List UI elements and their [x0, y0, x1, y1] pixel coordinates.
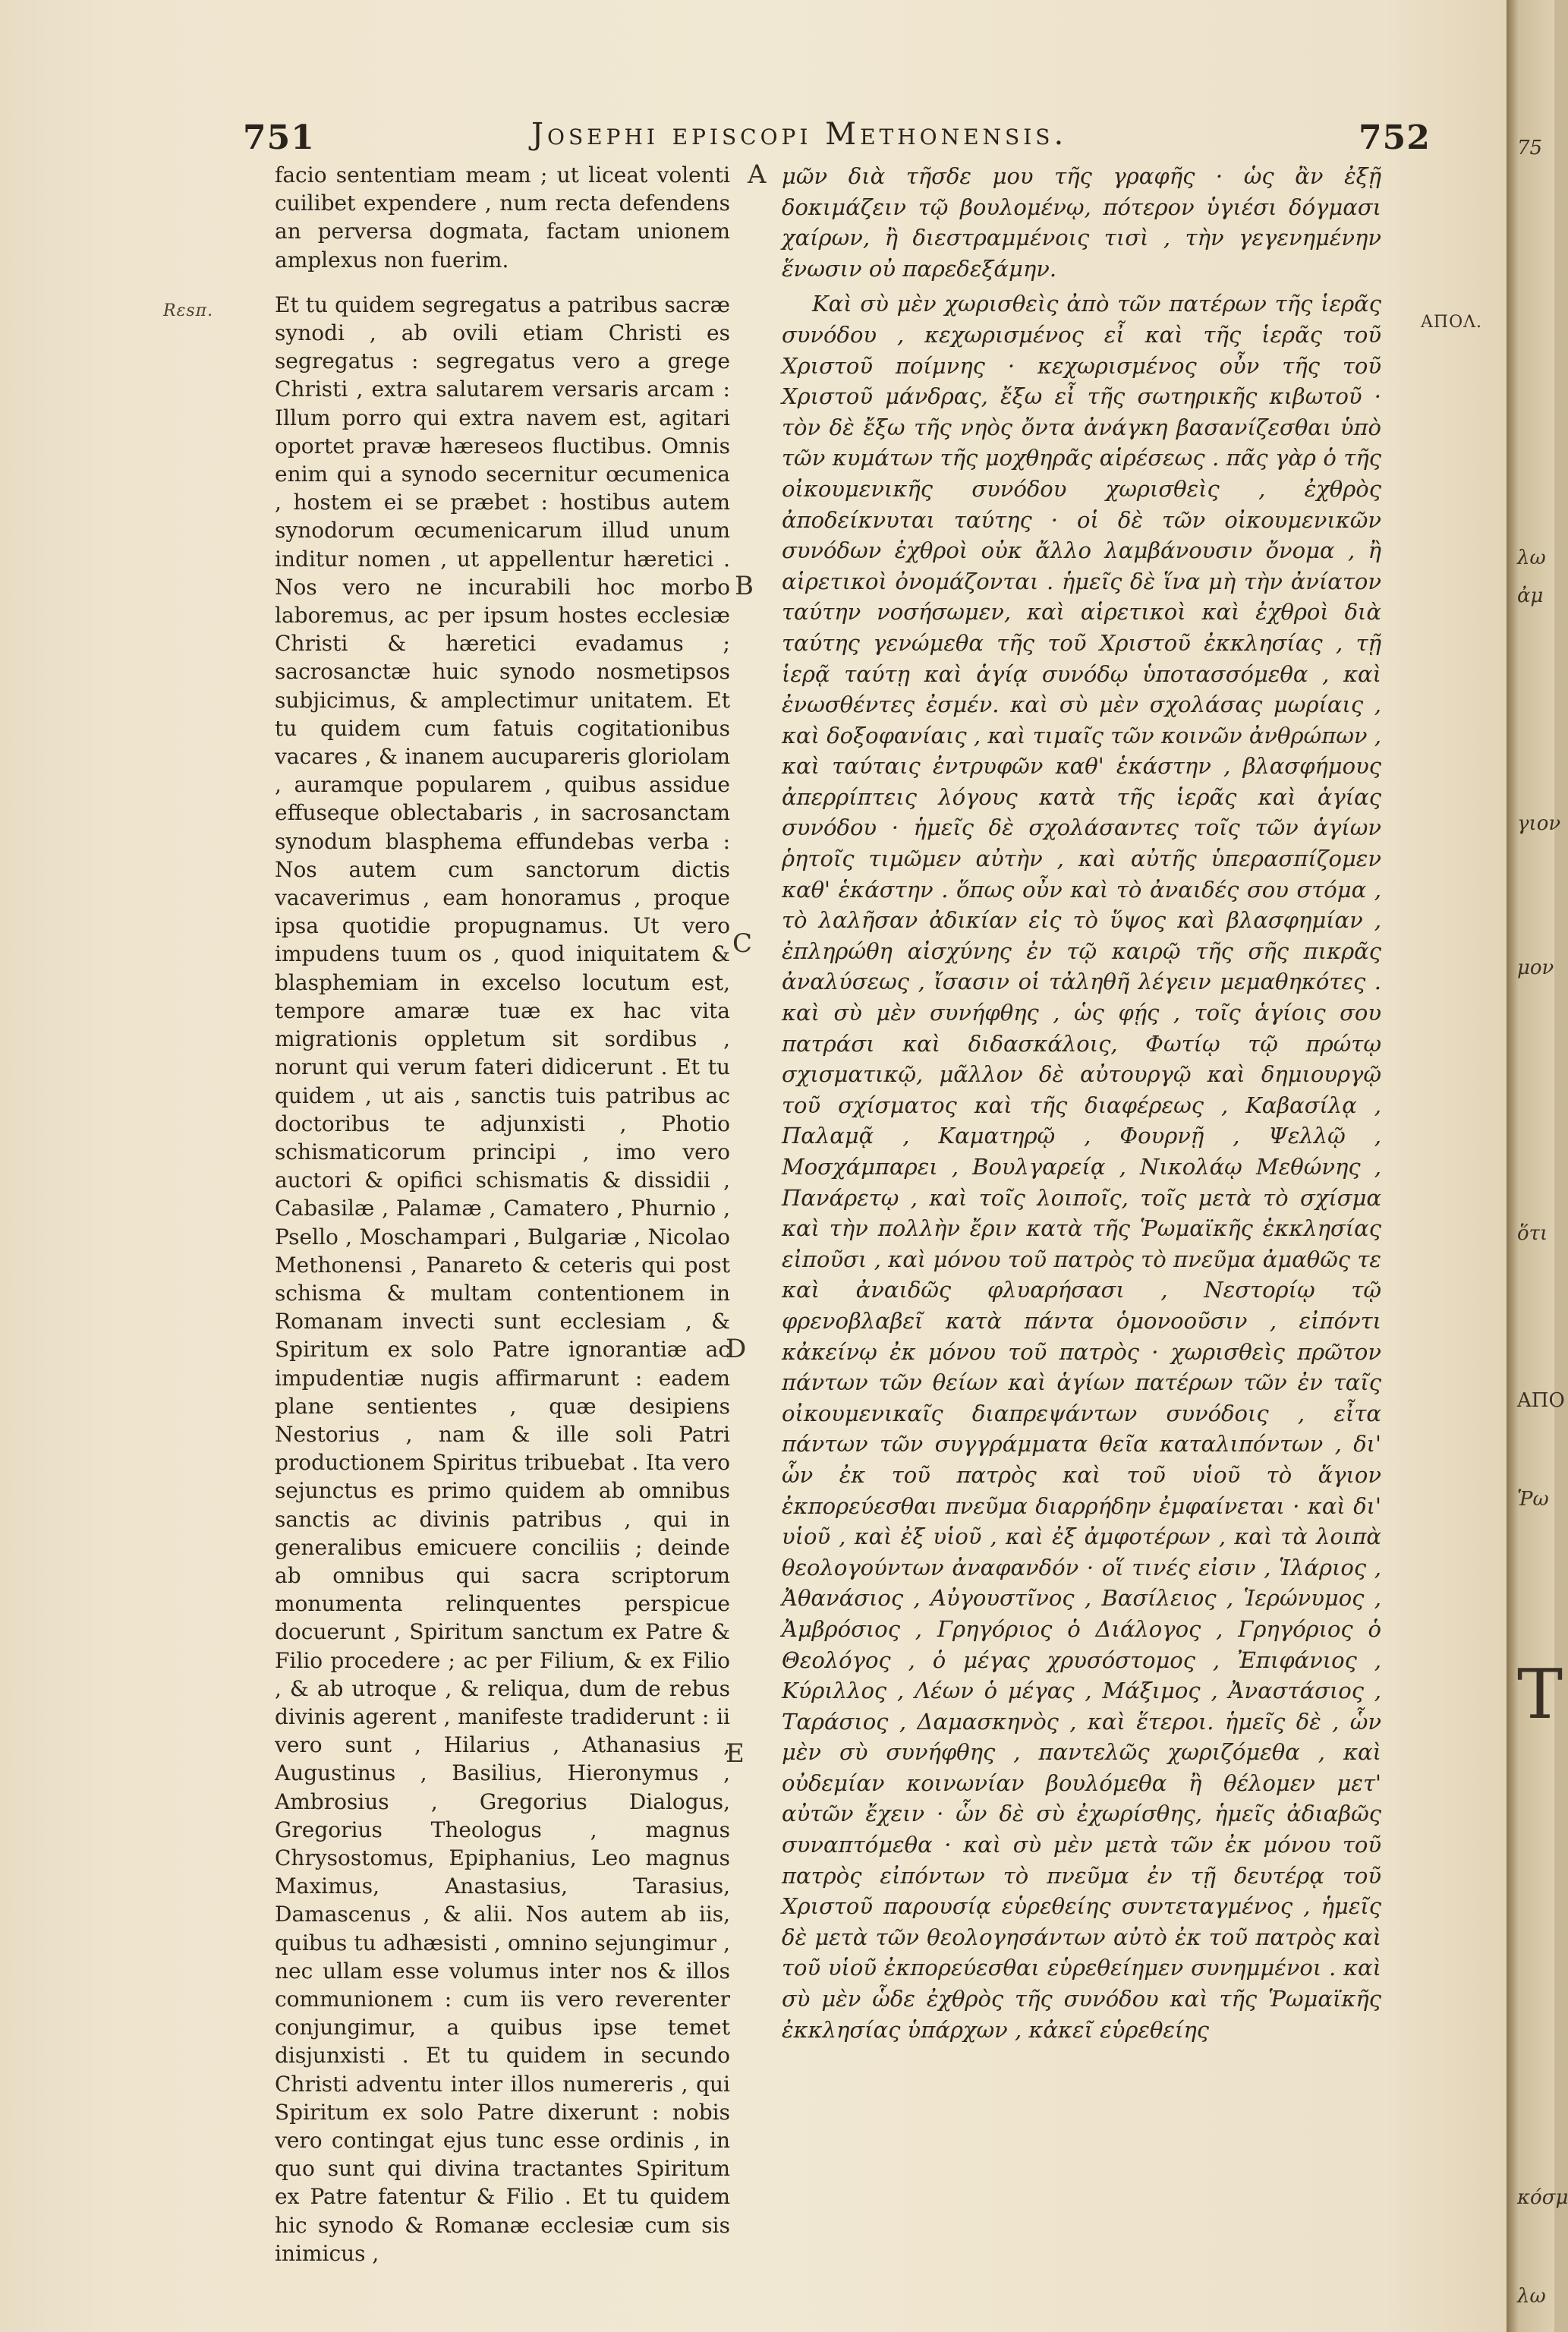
next-page-fragment: Ῥω [1517, 1488, 1549, 1511]
next-page-fragment: λω [1517, 547, 1546, 569]
page-number-left: 751 [243, 118, 315, 157]
next-page-fragment: ΑΠΟ [1517, 1389, 1565, 1412]
next-page-fragment: κόσμ [1517, 2186, 1568, 2209]
running-title: Josephi episcopi Methonensis. [531, 117, 1068, 152]
greek-paragraph-1: μῶν διὰ τῆσδε μου τῆς γραφῆς · ὡς ἂν ἐξῇ δοκιμάζειν τῷ βουλομένῳ, πότερον ὑγιέσι δόγμασι χαίρων, ἢ διεστραμμένοις τισὶ , τὴν γεγενημένην ἕνωσιν οὐ παρεδεξάμην. [782, 163, 1381, 282]
next-page-fragment: 75 [1517, 137, 1543, 159]
latin-paragraph-2: Et tu quidem segregatus a patribus sacræ synodi , ab ovili etiam Christi es segregatus : segregatus vero a grege Christi , extra salutarem versaris arcam : Illum porro qui extra navem est, agitari oportet pravæ hæreseos fluctibus. Omnis enim qui a synodo secernitur œcumenica , hostem ei se præbet : hostibus autem synodorum œcumenicarum illud unum inditur nomen , ut appellentur hæretici . Nos vero ne incurabili hoc morbo laboremus, ac per ipsum hostes ecclesiæ Christi & hæretici evadamus ; sacrosanctæ huic synodo nosmetipsos subjicimus, & amplectimur unitatem. Et tu quidem cum fatuis cogitationibus vacares , & inanem aucupareris gloriolam , auramque popularem , quibus assidue effuseque oblectabaris , in sacrosanctam synodum blasphema effundebas verba : Nos autem cum sanctorum dictis vacaverimus , eam honoramus , proque ipsa quotidie propugnamus. Ut vero impudens tuum os , quod iniquitatem & blasphemiam in excelso locutum est, tempore amaræ tuæ ex hac vita migrationis oppletum sit sordibus , norunt qui verum fateri didicerunt . Et tu quidem , ut ais , sanctis tuis patribus ac doctoribus te adjunxisti , Photio schismaticorum principi , imo vero auctori & opifici schismatis & dissidii , Cabasilæ , Palamæ , Camatero , Phurnio , Psello , Moschampari , Bulgariæ , Nicolao Methonensi , Panareto & ceteris qui post schisma & multam contentionem in Romanam invecti sunt ecclesiam , & Spiritum ex solo Patre ignorantiæ ac impudentiæ nugis affirmarunt : eadem plane sentientes , quæ desipiens Nestorius , nam & ille soli Patri productionem Spiritus tribuebat . Ita vero sejunctus es primo quidem ab omnibus sanctis ac divinis patribus , qui in generalibus emicuere conciliis ; deinde ab omnibus qui sacra scriptorum monumenta relinquentes perspicue docuerunt , Spiritum sanctum ex Patre & Filio procedere ; ac per Filium, & ex Filio , & ab utroque , & reliqua, dum de rebus divinis agerent , manifeste tradiderunt : ii vero sunt , Hilarius , Athanasius , Augustinus , Basilius, Hieronymus , Ambrosius , Gregorius Dialogus, Gregorius Theologus , magnus Chrysostomus, Epiphanius, Leo magnus Maximus, Anastasius, Tarasius, Damascenus , & alii. Nos autem ab iis, quibus tu adhæsisti , omnino sejungimur , nec ullam esse volumus inter nos & illos communionem : cum iis vero reverenter conjungimur, a quibus ipse temet disjunxisti . Et tu quidem in secundo Christi adventu inter illos numereris , qui Spiritum ex solo Patre dixerunt : nobis vero contingat ejus tunc esse ordinis , in quo sunt qui divina tractantes Spiritum ex Patre fatentur & Filio . Et tu quidem hic synodo & Romanæ ecclesiæ cum sis inimicus , [275, 292, 730, 2266]
next-page-fragment: ἀμ [1517, 585, 1544, 607]
margin-note-right: ΑΠΟΛ. [1421, 313, 1482, 332]
section-letter-a: A [748, 159, 767, 190]
next-page-fragment: μον [1517, 956, 1554, 979]
section-letter-e: E [726, 1738, 745, 1769]
section-letter-c: C [732, 928, 753, 959]
section-letter-d: D [726, 1334, 747, 1364]
page-number-right: 752 [1359, 118, 1431, 157]
next-page-fragment: ὅτι [1517, 1222, 1548, 1245]
greek-paragraph-2: Καὶ σὺ μὲν χωρισθεὶς ἀπὸ τῶν πατέρων τῆς ἱερᾶς συνόδου , κεχωρισμένος εἶ καὶ τῆς ἱερᾶς τοῦ Χριστοῦ ποίμνης · κεχωρισμένος οὖν τῆς τοῦ Χριστοῦ μάνδρας, ἔξω εἶ τῆς σωτηρικῆς κιβωτοῦ · τὸν δὲ ἔξω τῆς νηὸς ὄντα ἀνάγκη βασανίζεσθαι ὑπὸ τῶν κυμάτων τῆς μοχθηρᾶς αἱρέσεως . πᾶς γὰρ ὁ τῆς οἰκουμενικῆς συνόδου χωρισθεὶς , ἐχθρὸς ἀποδείκνυται ταύτης · οἱ δὲ τῶν οἰκουμενικῶν συνόδων ἐχθροὶ οὐκ ἄλλο λαμβάνουσιν ὄνομα , ἢ αἱρετικοὶ ὀνομάζονται . ἡμεῖς δὲ ἵνα μὴ τὴν ἀνίατον ταύτην νοσήσωμεν, καὶ αἱρετικοὶ καὶ ἐχθροὶ διὰ ταύτης γενώμεθα τῆς τοῦ Χριστοῦ ἐκκλησίας , τῇ ἱερᾷ ταύτῃ καὶ ἁγίᾳ συνόδῳ ὑποτασσόμεθα , καὶ ἐνωσθέντες ἐσμέν. καὶ σὺ μὲν σχολάσας μωρίαις , καὶ δοξοφανίαις , καὶ τιμαῖς τῶν κοινῶν ἀνθρώπων , καὶ ταύταις ἐντρυφῶν καθ' ἑκάστην , βλασφήμους ἀπερρίπτεις λόγους κατὰ τῆς ἱερᾶς καὶ ἁγίας συνόδου · ἡμεῖς δὲ σχολάσαντες τοῖς τῶν ἁγίων ῥητοῖς τιμῶμεν αὐτὴν , καὶ αὐτῆς ὑπερασπίζομεν καθ' ἑκάστην . ὅπως οὖν καὶ τὸ ἀναιδές σου στόμα , τὸ λαλῆσαν ἀδικίαν εἰς τὸ ὕψος καὶ βλασφημίαν , ἐπληρώθη αἰσχύνης ἐν τῷ καιρῷ τῆς σῆς πικρᾶς ἀναλύσεως , ἴσασιν οἱ τἀληθῆ λέγειν μεμαθηκότες . καὶ σὺ μὲν συνήφθης , ὡς φῄς , τοῖς ἁγίοις σου πατράσι καὶ διδασκάλοις, Φωτίῳ τῷ πρώτῳ σχισματικῷ, μᾶλλον δὲ αὐτουργῷ καὶ δημιουργῷ τοῦ σχίσματος καὶ τῆς διαφέρεως , Καβασίλᾳ , Παλαμᾷ , Καματηρῷ , Φουρνῇ , Ψελλῷ , Μοσχάμπαρει , Βουλγαρείᾳ , Νικολάῳ Μεθώνης , Πανάρετῳ , καὶ τοῖς λοιποῖς, τοῖς μετὰ τὸ σχίσμα καὶ τὴν πολλὴν ἔριν κατὰ τῆς Ῥωμαϊκῆς ἐκκλησίας εἰποῦσι , καὶ μόνου τοῦ πατρὸς τὸ πνεῦμα ἀμαθῶς τε καὶ ἀναιδῶς φλυαρήσασι , Νεστορίῳ τῷ φρενοβλαβεῖ κατὰ πάντα ὁμονοοῦσιν , εἰπόντι κἀκείνῳ ἐκ μόνου τοῦ πατρὸς · χωρισθεὶς πρῶτον πάντων τῶν θείων καὶ ἁγίων πατέρων τῶν ἐν ταῖς οἰκουμενικαῖς διαπρεψάντων συνόδοις , εἶτα πάντων τῶν συγγράμματα θεῖα καταλιπόντων , δι' ὧν ἐκ τοῦ πατρὸς καὶ τοῦ υἱοῦ τὸ ἅγιον ἐκπορεύεσθαι πνεῦμα διαρρήδην ἐμφαίνεται · καὶ δι' υἱοῦ , καὶ ἐξ υἱοῦ , καὶ ἐξ ἀμφοτέρων , καὶ τὰ λοιπὰ θεολογούντων ἀναφανδόν · οἵ τινές εἰσιν , Ἱλάριος , Ἀθανάσιος , Αὐγουστῖνος , Βασίλειος , Ἱερώνυμος , Ἀμβρόσιος , Γρηγόριος ὁ Διάλογος , Γρηγόριος ὁ Θεολόγος , ὁ μέγας χρυσόστομος , Ἐπιφάνιος , Κύριλλος , Λέων ὁ μέγας , Μάξιμος , Ἀναστάσιος , Ταράσιος , Δαμασκηνὸς , καὶ ἕτεροι. ἡμεῖς δὲ , ὧν μὲν σὺ συνήφθης , παντελῶς χωριζόμεθα , καὶ οὐδεμίαν κοινωνίαν βουλόμεθα ἢ θέλομεν μετ' αὐτῶν ἔχειν · ὧν δὲ σὺ ἐχωρίσθης, ἡμεῖς ἀδιαβῶς συναπτόμεθα · καὶ σὺ μὲν μετὰ τῶν ἐκ μόνου τοῦ πατρὸς εἰπόντων τὸ πνεῦμα ἐν τῇ δευτέρᾳ τοῦ Χριστοῦ παρουσίᾳ εὑρεθείης συντεταγμένος , ἡμεῖς δὲ μετὰ τῶν θεολογησάντων αὐτὸ ἐκ τοῦ πατρὸς καὶ τοῦ υἱοῦ ἐκπορεύεσθαι εὑρεθείημεν συνημμένοι . καὶ σὺ μὲν ὧδε ἐχθρὸς τῆς συνόδου καὶ τῆς Ῥωμαϊκῆς ἐκκλησίας ὑπάρχων , κἀκεῖ εὑρεθείης [782, 291, 1381, 2043]
margin-note-left: Rεsπ. [163, 301, 214, 320]
greek-column [782, 161, 1381, 2045]
latin-paragraph-1: facio sententiam meam ; ut liceat volenti cuilibet expendere , num recta defendens an perversa dogmata, factam unionem amplexus non fuerim. [275, 162, 730, 273]
next-page-edge [1507, 0, 1568, 2332]
running-header [243, 114, 1431, 159]
latin-column [275, 161, 730, 2267]
section-letter-b: B [735, 571, 754, 601]
next-page-fragment: Τ [1517, 1655, 1563, 1735]
next-page-fragment: γιον [1517, 812, 1561, 835]
next-page-fragment: λω [1517, 2285, 1546, 2308]
